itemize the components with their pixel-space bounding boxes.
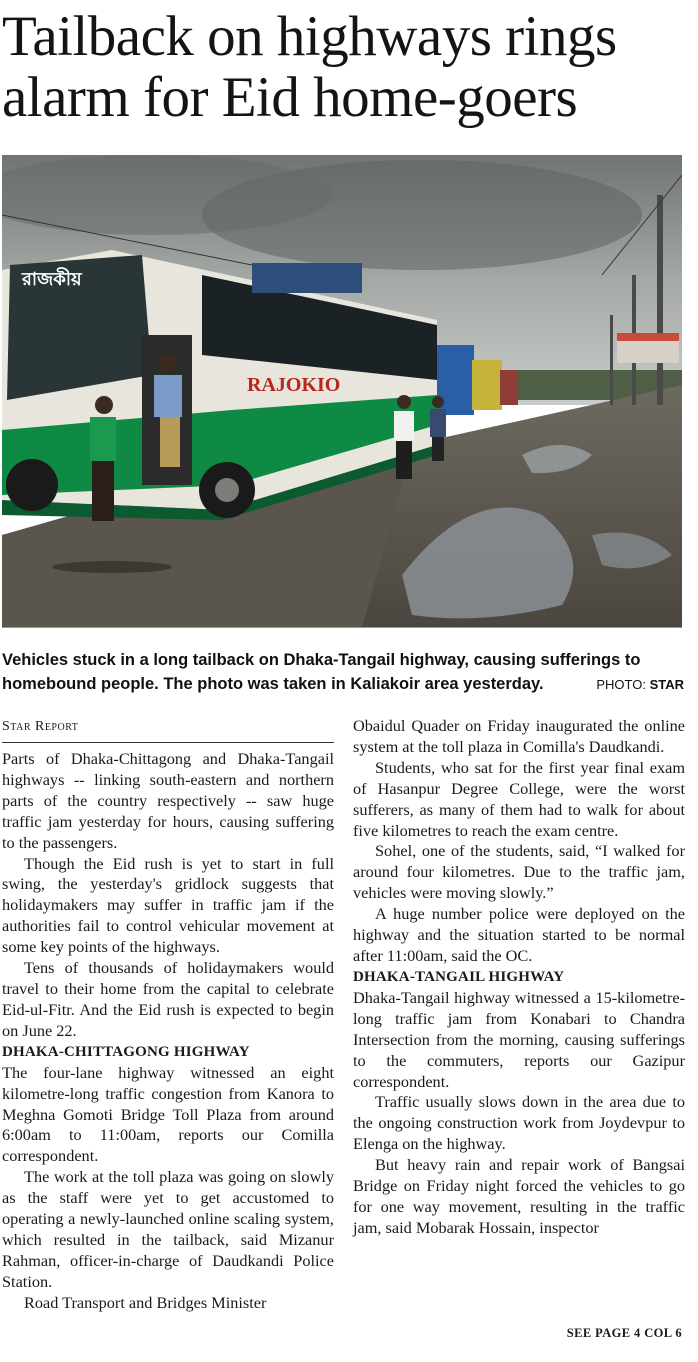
paragraph: Tens of thousands of holidaymakers would travel to their home from the capital to celebrate Eid-ul-Fitr. And the Eid rush is expected to begin on June 22. [2, 958, 334, 1040]
paragraph: Parts of Dhaka-Chittagong and Dhaka-Tangail highways -- linking south-eastern and northern parts of the country respectively -- saw huge traffic jam yesterday for hours, causing suffering to the passengers. [2, 749, 334, 852]
bus-header-text: রাজকীয় [22, 269, 82, 290]
photo-credit [596, 677, 684, 692]
bus-brand-text: RAJOKIO [247, 374, 341, 396]
paragraph: Road Transport and Bridges Minister [24, 1292, 267, 1312]
paragraph: Sohel, one of the students, said, “I walked for around four kilometres. Due to the traffic jam, vehicles were moving slowly.” [353, 841, 685, 903]
continued-on-page-link[interactable]: SEE PAGE 4 COL 6 [566, 1326, 682, 1340]
paragraph: But heavy rain and repair work of Bangsai Bridge on Friday night forced the vehicles to go for one way movement, resulting in the traffic jam, said Mobarak Hossain, inspector [353, 1155, 685, 1237]
article-column-1 [2, 716, 334, 1314]
article-column-2 [353, 716, 685, 1239]
paragraph: Students, who sat for the first year final exam of Hasanpur Degree College, were the worst sufferers, as many of them had to walk for about five kilometres to reach the exam centre. [353, 757, 685, 840]
paragraph: The work at the toll plaza was going on slowly as the staff were yet to get accustomed to operating a newly-launched online scaling system, which resulted in the tailback, said Mizanur Rahman, officer-in-charge of Daudkandi Police Station. [2, 1167, 334, 1291]
paragraph: Dhaka-Tangail highway witnessed a 15-kilometre-long traffic jam from Konabari to Chandra Intersection from the morning, causing sufferings to the commuters, reports our Gazipur correspondent. [353, 987, 685, 1091]
news-photo [2, 155, 682, 628]
credit-label: PHOTO: [596, 677, 646, 692]
headline: Tailback on highways rings alarm for Eid home-goers [2, 5, 617, 129]
paragraph: Though the Eid rush is yet to start in full swing, the yesterday's gridlock suggests that holidaymakers may suffer in traffic jam if the authorities fail to control vehicular movement at some key points of the highways. [2, 853, 334, 957]
paragraph: The four-lane highway witnessed an eight kilometre-long traffic congestion from Kanora to Meghna Gomoti Bridge Toll Plaza from around 6:00am to 11:00am, reports our Comilla correspondent. [2, 1062, 334, 1166]
paragraph: Obaidul Quader on Friday inaugurated the online system at the toll plaza in Comilla's Daudkandi. [353, 716, 685, 756]
paragraph: Traffic usually slows down in the area due to the ongoing construction work from Joydevpur to Elenga on the highway. [353, 1092, 685, 1154]
photo-caption: Vehicles stuck in a long tailback on Dhaka-Tangail highway, causing sufferings to homebound people. The photo was taken in Kaliakoir area yesterday. [2, 651, 641, 693]
subheading-dhaka-tangail: DHAKA-TANGAIL HIGHWAY [353, 968, 565, 985]
subheading-dhaka-chittagong: DHAKA-CHITTAGONG HIGHWAY [2, 1043, 250, 1060]
credit-source: STAR [649, 677, 684, 692]
byline: Star Report [2, 716, 334, 743]
paragraph: A huge number police were deployed on the highway and the situation started to be normal after 11:00am, said the OC. [353, 904, 685, 965]
